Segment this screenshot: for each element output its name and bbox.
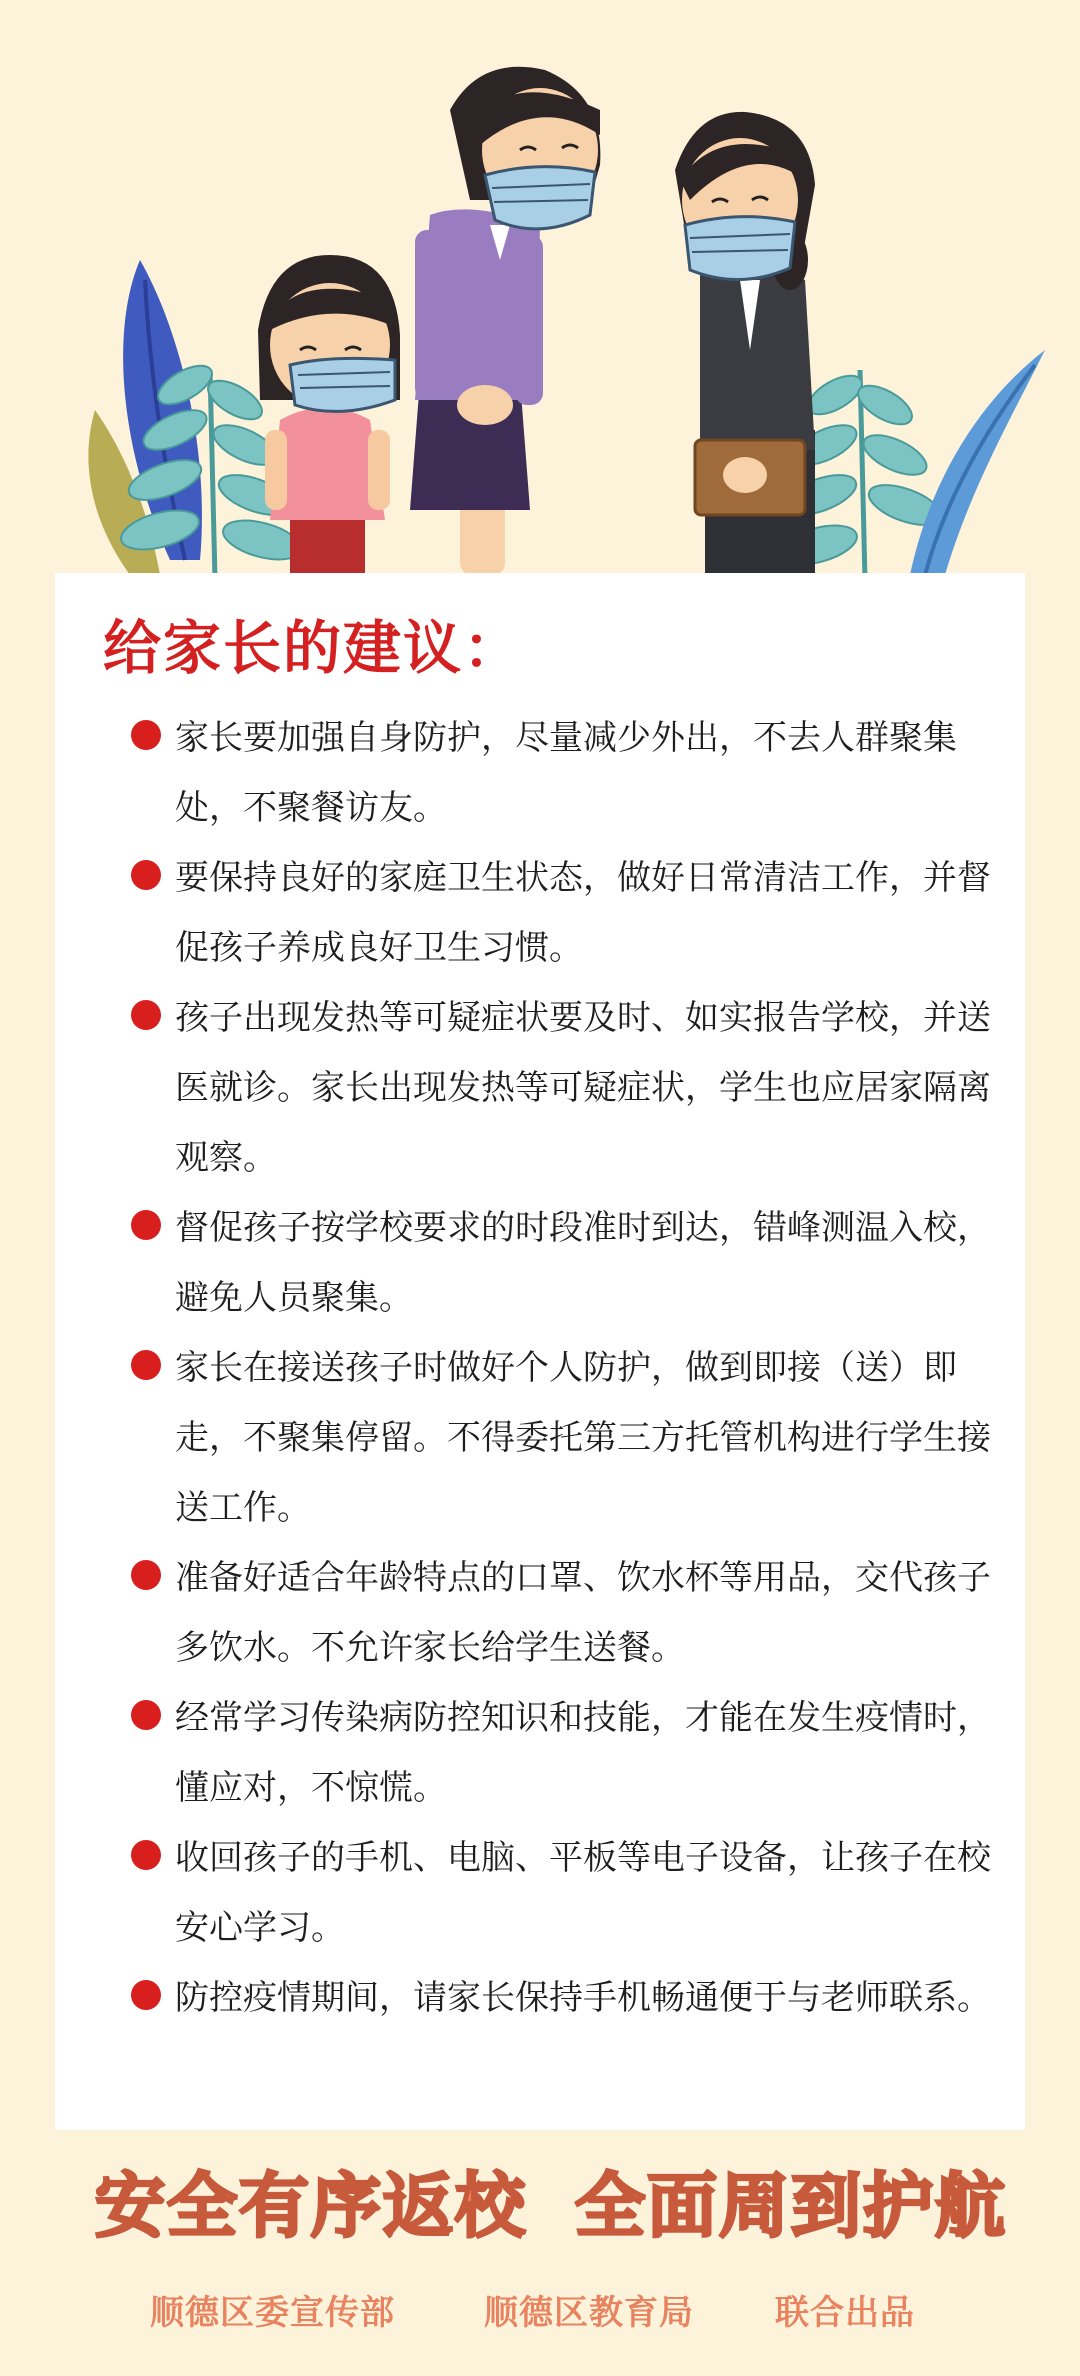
bullet-dot-icon [131, 1700, 161, 1730]
list-item [131, 1333, 1011, 1543]
advice-text: 督促孩子按学校要求的时段准时到达，错峰测温入校，避免人员聚集。 [175, 1208, 991, 1318]
advice-text: 经常学习传染病防控知识和技能，才能在发生疫情时，懂应对，不惊慌。 [175, 1698, 991, 1808]
advice-card [55, 573, 1025, 2130]
slogan-left: 安全有序返校 [95, 2165, 527, 2247]
advice-text: 收回孩子的手机、电脑、平板等电子设备，让孩子在校安心学习。 [175, 1838, 991, 1948]
list-item [131, 1823, 1011, 1963]
advice-title: 给家长的建议： [103, 614, 524, 682]
list-item [131, 1683, 1011, 1823]
slogan [0, 2150, 1080, 2260]
list-item [131, 1193, 1011, 1333]
advice-text: 防控疫情期间，请家长保持手机畅通便于与老师联系。 [175, 1978, 991, 2018]
list-item [131, 703, 1011, 843]
slogan-right: 全面周到护航 [575, 2165, 1007, 2247]
bullet-dot-icon [131, 1350, 161, 1380]
bullet-dot-icon [131, 1840, 161, 1870]
list-item [131, 1963, 1011, 2033]
bullet-dot-icon [131, 860, 161, 890]
org-education-bureau: 顺德区教育局 [484, 2293, 694, 2333]
advice-text: 孩子出现发热等可疑症状要及时、如实报告学校，并送医就诊。家长出现发热等可疑症状，学生也应居家隔离观察。 [175, 998, 991, 1178]
footer-credits [0, 2285, 1080, 2345]
list-item [131, 843, 1011, 983]
joint-production-note: 联合出品 [775, 2293, 915, 2333]
advice-text: 家长在接送孩子时做好个人防护，做到即接（送）即走，不聚集停留。不得委托第三方托管机构进行学生接送工作。 [175, 1348, 991, 1528]
bullet-dot-icon [131, 720, 161, 750]
org-propaganda-dept: 顺德区委宣传部 [150, 2293, 395, 2333]
bullet-dot-icon [131, 1210, 161, 1240]
list-item [131, 983, 1011, 1193]
masked-family-teacher-illustration [0, 0, 1080, 580]
advice-text: 家长要加强自身防护，尽量减少外出，不去人群聚集处，不聚餐访友。 [175, 718, 957, 828]
advice-text: 要保持良好的家庭卫生状态，做好日常清洁工作，并督促孩子养成良好卫生习惯。 [175, 858, 991, 968]
list-item [131, 1543, 1011, 1683]
advice-text: 准备好适合年龄特点的口罩、饮水杯等用品，交代孩子多饮水。不允许家长给学生送餐。 [175, 1558, 991, 1668]
bullet-dot-icon [131, 1560, 161, 1590]
bullet-dot-icon [131, 1980, 161, 2010]
bullet-dot-icon [131, 1000, 161, 1030]
advice-list [131, 703, 1011, 2033]
